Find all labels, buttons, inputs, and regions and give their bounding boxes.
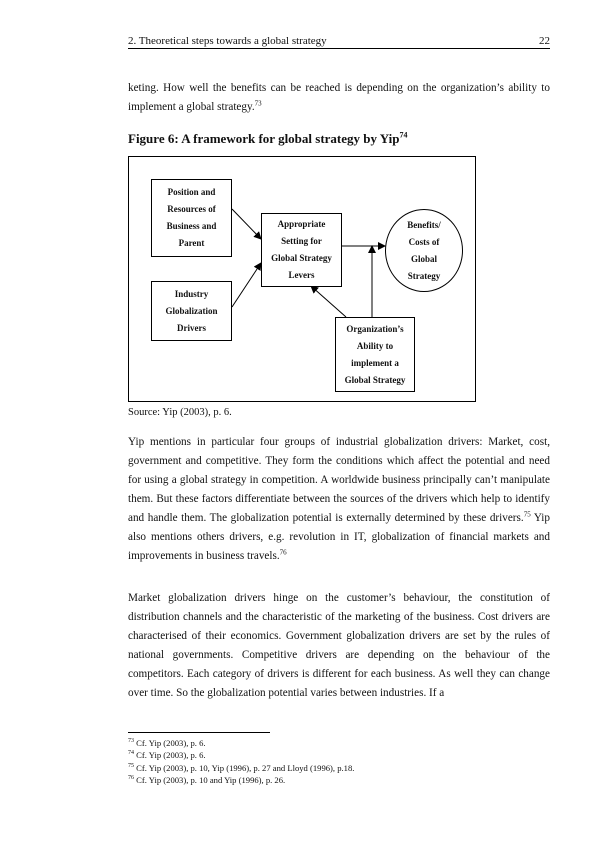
footnote-75: $^{75}$ Cf. Yip (2003), p. 10, Yip (1996), p. 27 and Lloyd (1996), p.18. bbox=[128, 762, 355, 773]
footnote-ref-73[interactable]: 73 bbox=[254, 99, 262, 108]
body-paragraph-drivers: Yip mentions in particular four groups of industrial globalization drivers: Market, cost, government and competitive. They form the conditions which affect the potential and need for using a global strategy in competition. A worldwide business principally can’t manipulate them. But these factors differentiate between the sources of the drivers which help to identify and handle them. The globalization potential is externally determined by these drivers.$^{75}$ Yip also mentions others drivers, e.g. revolution in IT, globalization of financial markets and improvements in business travels.$^{76}$ bbox=[128, 436, 551, 562]
figure-title-text: Figure 6: A framework for global strategy by Yip bbox=[128, 131, 400, 146]
framework-diagram bbox=[128, 156, 476, 402]
intro-text: keting. How well the benefits can be reached is depending on the organization’s ability to implement a global strategy. bbox=[128, 82, 550, 113]
footnote-74: $^{74}$ Cf. Yip (2003), p. 6. bbox=[128, 750, 206, 761]
footnote-ref-75[interactable]: 75 bbox=[523, 510, 531, 519]
footnote-ref-74[interactable]: 74 bbox=[399, 130, 408, 140]
node-strategy-levers: Appropriate Setting for Global Strategy Levers bbox=[261, 213, 342, 287]
chapter-title: 2. Theoretical steps towards a global strategy bbox=[128, 35, 327, 47]
footnotes bbox=[128, 736, 354, 786]
node-benefits-costs: Benefits/ Costs of Global Strategy bbox=[385, 209, 463, 292]
node-industry-drivers: Industry Globalization Drivers bbox=[151, 281, 232, 341]
page-number: 22 bbox=[539, 35, 550, 47]
footnote-73: $^{73}$ Cf. Yip (2003), p. 6. bbox=[128, 737, 206, 748]
figure-source: Source: Yip (2003), p. 6. bbox=[128, 407, 232, 418]
intro-paragraph bbox=[128, 79, 550, 117]
arrow-ability-to-setting bbox=[311, 286, 346, 317]
footnote-76: $^{76}$ Cf. Yip (2003), p. 10 and Yip (1996), p. 26. bbox=[128, 775, 286, 786]
arrow-position-to-setting bbox=[232, 209, 261, 239]
figure-title bbox=[128, 130, 408, 148]
footnote-ref-76[interactable]: 76 bbox=[279, 548, 287, 557]
arrow-industry-to-setting bbox=[232, 263, 261, 307]
node-position-resources: Position and Resources of Business and Parent bbox=[151, 179, 232, 257]
body-paragraph-market: Market globalization drivers hinge on the customer’s behaviour, the constitution of distribution channels and the characteristic of the marketing of the business. Cost drivers are characterised of their economics. Government globalization drivers are set by the rules of national governments. Competitive drivers are depending on the behaviour of the competitors. Each category of drivers is different for each business. As well they can change over time. So the globalization potential varies between industries. If a bbox=[128, 592, 550, 699]
footnote-separator bbox=[128, 732, 270, 733]
node-organization-ability: Organization’s Ability to implement a Global Strategy bbox=[335, 317, 415, 392]
running-header bbox=[128, 34, 550, 49]
